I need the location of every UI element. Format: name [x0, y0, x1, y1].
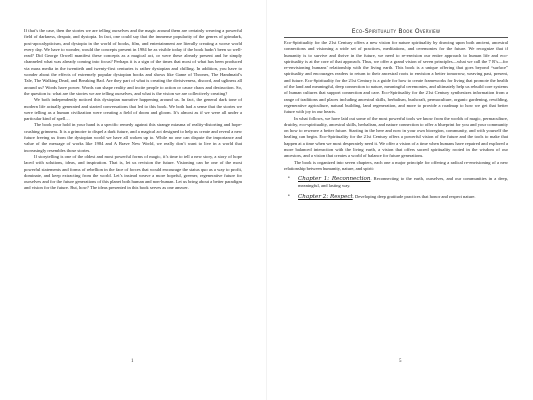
- left-page-body: [24, 28, 242, 192]
- page-number: 1: [131, 359, 134, 364]
- chapter-description: Developing deep gratitude practices that honor and respect nature.: [354, 193, 476, 199]
- page-number: 5: [399, 359, 402, 364]
- paragraph: The book is organized into seven chapters, each one a major principle for offering a radical re-envisioning of a new relationship between humanity, nature, and spirit:: [284, 159, 508, 171]
- left-page: [0, 0, 266, 400]
- paragraph: We both independently noticed this dystopian narrative happening around us. In fact, the general dark tone of modern life actually generated and started conversations that led to this book. We both had a sense that the stories we were telling as a human civilization were creating a field of doom and gloom. It’s almost as if we were all under a particular kind of spell…: [24, 97, 242, 122]
- chapter-description: Reconnecting to the earth, ourselves, and our communities in a deep, meaningful, and lasting way.: [298, 176, 508, 188]
- section-heading-text: Eco-Spirituality Book Overview: [351, 28, 441, 35]
- paragraph: Eco-Spirituality for the 21st Century offers a new vision for nature spirituality by drawing upon both ancient, ancestral connections and visioning a wide set of practices, meditations, and ceremonies for the future. We recognize that if humanity is to survive and thrive in the future, we need to re-envision our entire approach to human life and eco-spirituality is at the core of that approach. Thus, we offer a grand vision of seven principles—what we call the 7 R’s—for re-envisioning humans’ relationship with the living earth. This book is a unique offering that goes beyond “surface” spirituality and encourages readers to return to their ancestral roots to envision a better tomorrow, weaving past, present, and future. Eco-Spirituality for the 21st Century is a guide for how to create frameworks for living that promote the health of the land and meaningful, deep connection to nature, meaningful ceremonies, and ultimately help us rebuild core systems of human cultures that support connection and care. Eco-Spirituality for the 21st Century synthesizes information from a range of traditions and places including ancestral skills, herbalism, bushcraft, permaculture, organic gardening, rewilding, regenerative agriculture, natural building, land regeneration, and more to provide a roadmap to how we get that better future with joy in our hearts.: [284, 40, 508, 115]
- chapter-item: • Chapter 2: Respect. Developing deep gratitude practices that honor and respect nature.: [288, 193, 476, 200]
- paragraph: The book your hold in your hand is a specific remedy against this strange miasma of reality-distorting and hope-crushing grimness. It is a grimoire to dispel a dark future, and a magical act designed to help us create and reveal a new future freeing us from the dystopian world we have all woken up to. While no one can dispute the importance and value of the message of works like 1984 and A Brave New World, we really don’t want to live in a world that increasingly resembles those stories.: [24, 122, 242, 153]
- heading-rule: [284, 37, 508, 38]
- bullet-icon: •: [288, 176, 290, 182]
- paragraph: In what follows, we have laid out some of the most powerful tools we know from the worlds of magic, permaculture, druidry, eco-spirituality, ancestral skills, herbalism, and nature connection to offer a blueprint for you and your community on how to reweave a better future. Starting in the here and now in your own bioregion, community, and with yourself the healing can begin. Eco-Spirituality for the 21st Century offers a powerful vision of the future and the tools to make that happen at a time when we most desperately need it. We offer a vision of a time when humans have repaired and explored a more balanced interaction with the living earth, a vision that offers sacred spirituality rooted in the wisdom of our ancestors, and a vision that creates a world of balance for future generations.: [284, 115, 508, 159]
- chapter-list: [284, 176, 508, 200]
- bullet-icon: •: [288, 193, 290, 199]
- section-heading: [284, 28, 508, 35]
- chapter-item: • Chapter 1: Reconnection. Reconnecting to the earth, ourselves, and our communities in a deep, meaningful, and lasting way.: [288, 176, 508, 188]
- paragraph: If that’s the case, then the stories we are telling ourselves and the magic around them are certainly weaving a powerful field of darkness, despair, and dystopia. In fact, one could say that the immense popularity of the genres of grimdark, post-apocalypticism, and dystopia in the world of books, film, and entertainment are literally creating a worse world every day. We have to wonder, would the concepts present in 1984 be as visible today if the book hadn’t been so well-read? Did George Orwell manifest these concepts as a magical act, or were these already present and he simply channeled what was already coming into focus? Perhaps it is a sign of the times that most of what has been produced via mass media in the twentieth and twenty-first centuries is rather dystopian and chilling. In addition, you have to wonder about the effects of extremely popular dystopian books and shows like Game of Thrones, The Handmaid’s Tale, The Walking Dead, and Breaking Bad. Are they part of what is creating the divisiveness, discord, and ugliness all around us? Words have power. Words can shape reality and incite people to action or cause chaos and destruction. So, the question is: what are the stories we are telling ourselves, and what is the vision we are collectively creating?: [24, 28, 242, 96]
- right-page: [267, 0, 533, 400]
- chapter-label: Chapter 2: Respect: [298, 193, 353, 200]
- paragraph: If storytelling is one of the oldest and most powerful forms of magic, it’s time to tell a new story, a story of hope laced with solutions, ideas, and inspiration. That is, let us revision the future. Visioning can be one of the most powerful statements and forms of rebellion in the face of forces that would encourage the status quo as a way to profit, dominate, and keep extracting from the world. Let’s instead weave a more hopeful, greener, regenerative future for ourselves and for the future generations of this planet both human and non-human. Let us bring about a better paradigm and vision for the future. But, how? The ideas presented in this book serves as one answer.: [24, 153, 242, 191]
- chapter-label: Chapter 1: Reconnection: [298, 176, 371, 183]
- right-page-body: [284, 40, 508, 205]
